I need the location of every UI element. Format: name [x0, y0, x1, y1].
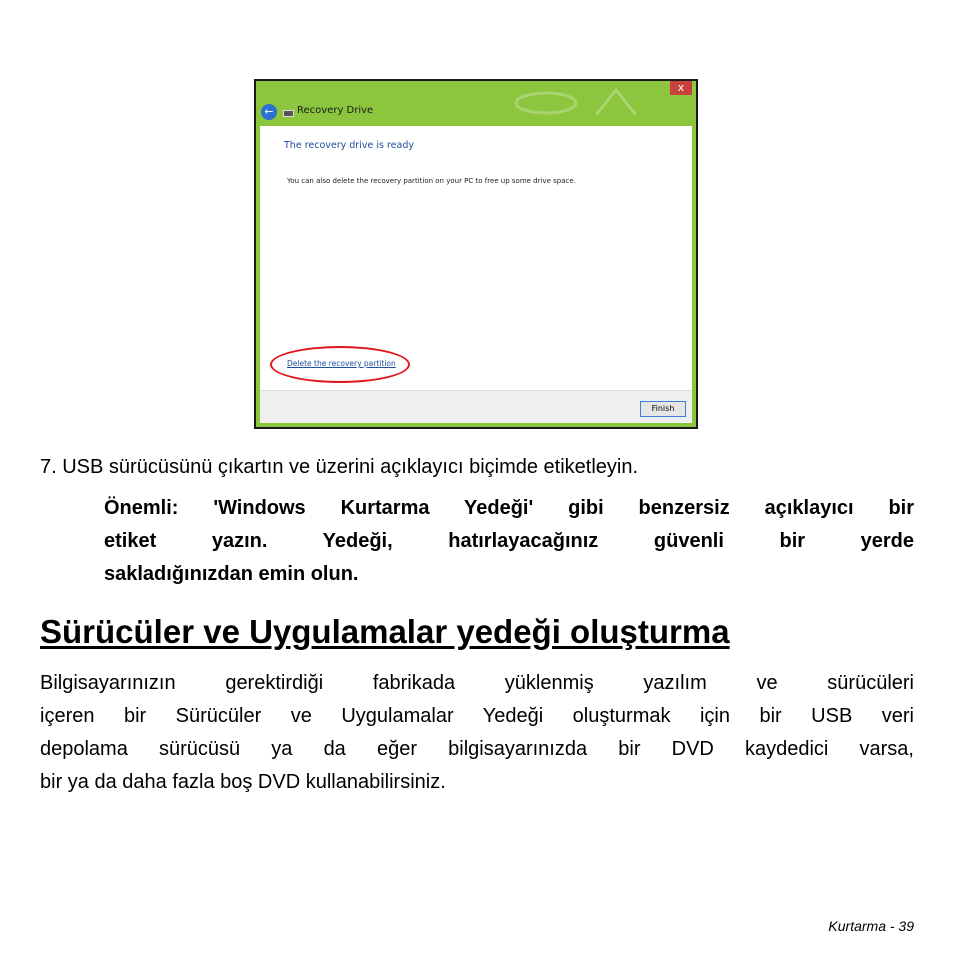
note-line: etiket yazın. Yedeği, hatırlayacağınız güvenli bir yerde	[104, 530, 914, 552]
wizard-pane	[260, 126, 692, 423]
close-button[interactable]: x	[670, 81, 692, 95]
step-7-text: 7. USB sürücüsünü çıkartın ve üzerini açıklayıcı biçimde etiketleyin.	[40, 456, 639, 478]
delete-partition-link[interactable]: Delete the recovery partition	[287, 359, 396, 368]
paragraph-line: bir ya da daha fazla boş DVD kullanabilirsiniz.	[40, 771, 446, 793]
section-title: Sürücüler ve Uygulamalar yedeği oluşturma	[40, 613, 730, 650]
paragraph-line: içeren bir Sürücüler ve Uygulamalar Yedeği oluşturmak için bir USB veri	[40, 705, 914, 727]
recovery-drive-screenshot	[254, 79, 698, 429]
section-paragraph	[40, 667, 914, 799]
back-arrow-icon[interactable]: ←	[261, 104, 277, 120]
important-note	[104, 492, 914, 591]
page-footer: Kurtarma - 39	[828, 918, 914, 934]
wizard-heading: The recovery drive is ready	[284, 140, 414, 151]
wizard-body-text: You can also delete the recovery partition on your PC to free up some drive space.	[287, 177, 576, 185]
drive-icon	[283, 110, 294, 117]
paragraph-line: Bilgisayarınızın gerektirdiği fabrikada yüklenmiş yazılım ve sürücüleri	[40, 672, 914, 694]
window-title: Recovery Drive	[297, 105, 374, 116]
note-line: Önemli: 'Windows Kurtarma Yedeği' gibi benzersiz açıklayıcı bir	[104, 497, 914, 519]
background-decoration	[506, 85, 656, 121]
finish-button[interactable]: Finish	[640, 401, 686, 417]
paragraph-line: depolama sürücüsü ya da eğer bilgisayarınızda bir DVD kaydedici varsa,	[40, 738, 914, 760]
wizard-footer	[260, 390, 692, 423]
note-line: sakladığınızdan emin olun.	[104, 563, 359, 585]
